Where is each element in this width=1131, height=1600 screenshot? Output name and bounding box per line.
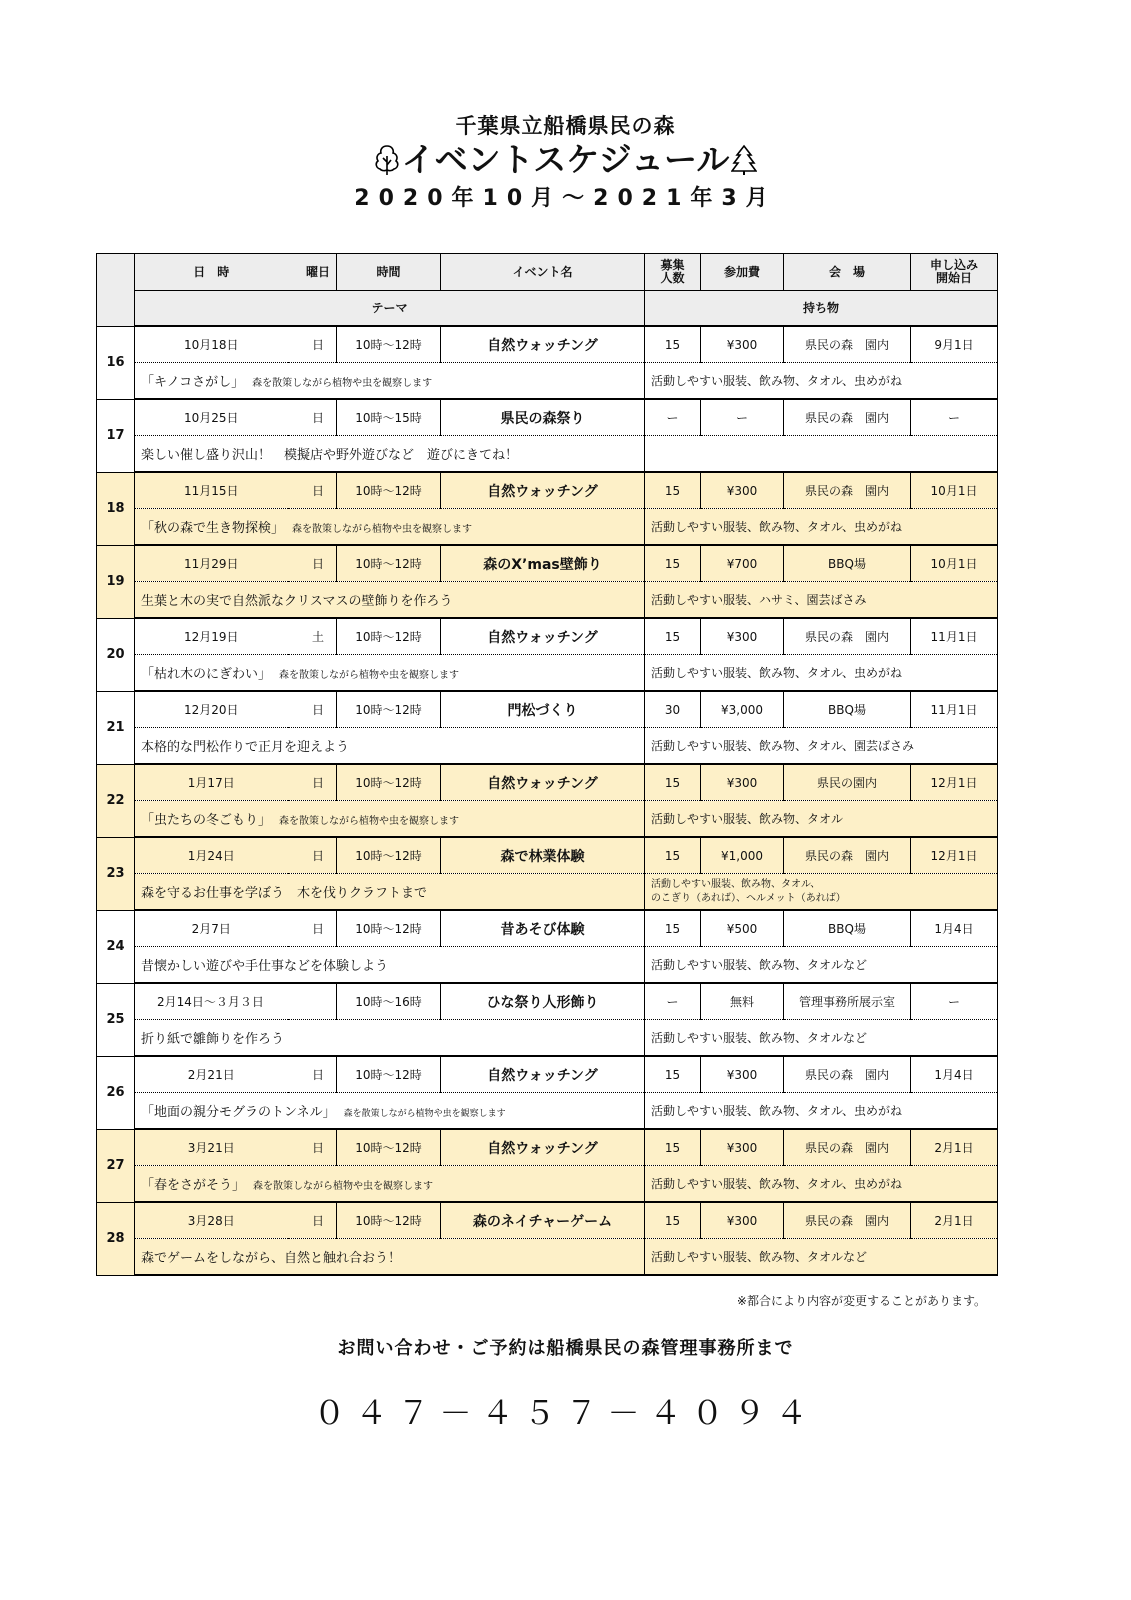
event-items: 活動しやすい服装、飲み物、タオル: [651, 812, 844, 826]
event-items-cell: [645, 1166, 998, 1203]
event-theme-cell: [135, 1166, 645, 1203]
page-header: [0, 112, 1131, 216]
header-apply-line1: 申し込み: [929, 258, 978, 272]
event-number: 28: [97, 1202, 135, 1275]
event-name: 自然ウォッチング: [441, 618, 645, 655]
event-schedule-table: [96, 253, 998, 1276]
header-capacity: 募集人数: [645, 254, 701, 291]
event-fee: ¥300: [701, 1129, 784, 1166]
event-theme-cell: [135, 655, 645, 692]
event-weekday: 日: [288, 399, 337, 436]
event-name: 自然ウォッチング: [441, 764, 645, 801]
event-date: 1月17日: [135, 764, 288, 801]
event-time: 10時～12時: [337, 1202, 441, 1239]
event-time: 10時～12時: [337, 691, 441, 728]
event-capacity: 15: [645, 910, 701, 947]
event-theme: 「地面の親分モグラのトンネル」: [141, 1105, 336, 1120]
event-items: 活動しやすい服装、飲み物、タオル、虫めがね: [651, 374, 903, 388]
event-apply-date: 11月1日: [911, 691, 998, 728]
event-venue: 県民の森 園内: [784, 1202, 911, 1239]
event-theme-cell: [135, 363, 645, 400]
event-fee: ¥500: [701, 910, 784, 947]
event-number: 23: [97, 837, 135, 910]
event-capacity: 15: [645, 326, 701, 363]
event-fee: ¥700: [701, 545, 784, 582]
event-detail-row: [97, 728, 998, 765]
event-number: 20: [97, 618, 135, 691]
event-theme-cell: [135, 728, 645, 765]
event-items-cell: [645, 1239, 998, 1276]
event-items-cell: [645, 801, 998, 838]
event-weekday: 日: [288, 1056, 337, 1093]
event-venue: 県民の森 園内: [784, 399, 911, 436]
event-fee: ¥3,000: [701, 691, 784, 728]
event-weekday: 日: [288, 1202, 337, 1239]
event-name: 森のネイチャーゲーム: [441, 1202, 645, 1239]
event-fee: ¥300: [701, 472, 784, 509]
change-notice: ※都合により内容が変更することがあります。: [736, 1294, 986, 1308]
header-apply-line2: 開始日: [935, 271, 972, 285]
event-capacity: 15: [645, 618, 701, 655]
event-capacity: 15: [645, 1202, 701, 1239]
event-items-cell: [645, 582, 998, 619]
event-venue: 県民の森 園内: [784, 837, 911, 874]
event-number: 18: [97, 472, 135, 545]
event-time: 10時～12時: [337, 837, 441, 874]
event-theme: 昔懐かしい遊びや手仕事などを体験しよう: [141, 959, 389, 974]
event-fee: 無料: [701, 983, 784, 1020]
event-theme: 「キノコさがし」: [141, 375, 245, 390]
event-number: 24: [97, 910, 135, 983]
event-number: 26: [97, 1056, 135, 1129]
event-name: ひな祭り人形飾り: [441, 983, 645, 1020]
event-weekday: 日: [288, 545, 337, 582]
event-fee: ¥1,000: [701, 837, 784, 874]
event-theme-cell: [135, 436, 645, 473]
event-detail-row: [97, 1020, 998, 1057]
event-capacity: ー: [645, 399, 701, 436]
schedule-period: 2020年10月～2021年3月: [354, 186, 777, 211]
event-date: 10月18日: [135, 326, 288, 363]
organization-name: 千葉県立船橋県民の森: [455, 114, 676, 138]
event-venue: 県民の森 園内: [784, 1056, 911, 1093]
event-name: 門松づくり: [441, 691, 645, 728]
event-row: [97, 472, 998, 509]
event-number: 21: [97, 691, 135, 764]
event-date: 2月21日: [135, 1056, 288, 1093]
event-theme-note: 森を散策しながら植物や虫を観察します: [252, 378, 433, 389]
header-apply: [911, 254, 998, 291]
event-items-cell: [645, 874, 998, 911]
event-items-line2: のこぎり（あれば）、ヘルメット（あれば）: [651, 892, 846, 904]
event-row: [97, 691, 998, 728]
event-capacity: 15: [645, 472, 701, 509]
event-weekday: 日: [288, 472, 337, 509]
event-row: [97, 1202, 998, 1239]
event-apply-date: 1月4日: [911, 1056, 998, 1093]
event-name: 自然ウォッチング: [441, 1129, 645, 1166]
event-number: 27: [97, 1129, 135, 1202]
event-weekday: 日: [288, 837, 337, 874]
event-theme: 「虫たちの冬ごもり」: [141, 813, 272, 828]
event-name: 昔あそび体験: [441, 910, 645, 947]
event-items: 活動しやすい服装、飲み物、タオル、虫めがね: [651, 666, 903, 680]
table-header-row: [97, 254, 998, 291]
event-theme-cell: [135, 1093, 645, 1130]
event-row: [97, 399, 998, 436]
event-row: [97, 618, 998, 655]
event-row: [97, 326, 998, 363]
event-row: [97, 983, 998, 1020]
event-fee: ¥300: [701, 326, 784, 363]
event-venue: 県民の森 園内: [784, 1129, 911, 1166]
event-apply-date: 9月1日: [911, 326, 998, 363]
header-items: 持ち物: [645, 291, 998, 327]
event-date: 3月28日: [135, 1202, 288, 1239]
event-time: 10時～15時: [337, 399, 441, 436]
event-detail-row: [97, 655, 998, 692]
event-weekday: 日: [288, 764, 337, 801]
event-theme-cell: [135, 509, 645, 546]
event-theme-cell: [135, 801, 645, 838]
event-date: 2月7日: [135, 910, 288, 947]
tree-icon: [731, 144, 757, 176]
event-theme-note: 森を散策しながら植物や虫を観察します: [253, 1181, 434, 1192]
event-number: 19: [97, 545, 135, 618]
event-name: 自然ウォッチング: [441, 326, 645, 363]
event-items: 活動しやすい服装、ハサミ、園芸ばさみ: [651, 593, 867, 607]
event-name: 県民の森祭り: [441, 399, 645, 436]
event-items-cell: [645, 363, 998, 400]
event-theme: 「枯れ木のにぎわい」: [141, 667, 272, 682]
event-capacity: 15: [645, 837, 701, 874]
event-time: 10時～12時: [337, 618, 441, 655]
event-items-cell: [645, 1093, 998, 1130]
event-theme: 楽しい催し盛り沢山！ 模擬店や野外遊びなど 遊びにきてね！: [141, 448, 519, 463]
event-fee: ¥300: [701, 764, 784, 801]
event-items-cell: [645, 728, 998, 765]
event-weekday: 日: [288, 1129, 337, 1166]
event-items-cell: [645, 655, 998, 692]
event-theme: 「春をさがそう」: [141, 1178, 246, 1193]
event-venue: 県民の森 園内: [784, 472, 911, 509]
event-name: 森で林業体験: [441, 837, 645, 874]
event-capacity: 15: [645, 1056, 701, 1093]
header-theme: テーマ: [135, 291, 645, 327]
event-fee: ¥300: [701, 1202, 784, 1239]
event-items-line1: 活動しやすい服装、飲み物、タオル、: [651, 878, 821, 890]
event-row: [97, 1056, 998, 1093]
event-venue: BBQ場: [784, 545, 911, 582]
event-capacity: ー: [645, 983, 701, 1020]
event-number: 17: [97, 399, 135, 472]
event-apply-date: 12月1日: [911, 764, 998, 801]
event-detail-row: [97, 582, 998, 619]
event-theme-note: 森を散策しながら植物や虫を観察します: [292, 524, 473, 535]
event-items: 活動しやすい服装、飲み物、タオルなど: [651, 958, 868, 972]
event-venue: BBQ場: [784, 910, 911, 947]
event-items-cell: [645, 509, 998, 546]
page-title: イベントスケジュール: [401, 140, 730, 179]
event-date: 12月19日: [135, 618, 288, 655]
event-row: [97, 545, 998, 582]
event-date: 11月15日: [135, 472, 288, 509]
event-weekday: 日: [288, 910, 337, 947]
event-items-cell: [645, 436, 998, 473]
event-name: 森のX’mas壁飾り: [441, 545, 645, 582]
event-time: 10時～12時: [337, 910, 441, 947]
event-weekday: 日: [288, 326, 337, 363]
event-theme-cell: [135, 1020, 645, 1057]
event-apply-date: 2月1日: [911, 1202, 998, 1239]
event-time: 10時～12時: [337, 545, 441, 582]
event-capacity: 15: [645, 764, 701, 801]
event-theme-note: 森を散策しながら植物や虫を観察します: [343, 1109, 506, 1119]
event-number: 22: [97, 764, 135, 837]
event-theme: 森でゲームをしながら、自然と触れ合おう！: [141, 1251, 402, 1266]
header-event: イベント名: [441, 254, 645, 291]
header-date: 日 時: [135, 254, 288, 291]
event-apply-date: 12月1日: [911, 837, 998, 874]
event-items-cell: [645, 947, 998, 984]
header-fee: 参加費: [701, 254, 784, 291]
event-row: [97, 1129, 998, 1166]
event-items: 活動しやすい服装、飲み物、タオルなど: [651, 1250, 868, 1264]
event-name: 自然ウォッチング: [441, 1056, 645, 1093]
event-weekday: 日: [288, 691, 337, 728]
event-date: 11月29日: [135, 545, 288, 582]
event-theme-cell: [135, 582, 645, 619]
event-theme-cell: [135, 874, 645, 911]
event-detail-row: [97, 947, 998, 984]
event-apply-date: 10月1日: [911, 545, 998, 582]
event-apply-date: 11月1日: [911, 618, 998, 655]
event-capacity: 30: [645, 691, 701, 728]
event-number: 25: [97, 983, 135, 1056]
event-detail-row: [97, 874, 998, 911]
table-subheader-row: [97, 291, 998, 327]
event-detail-row: [97, 1093, 998, 1130]
event-detail-row: [97, 436, 998, 473]
event-fee: ¥300: [701, 1056, 784, 1093]
event-time: 10時～12時: [337, 764, 441, 801]
event-venue: 県民の森 園内: [784, 618, 911, 655]
event-venue: BBQ場: [784, 691, 911, 728]
event-theme-cell: [135, 947, 645, 984]
event-items-cell: [645, 1020, 998, 1057]
event-fee: ー: [701, 399, 784, 436]
header-time: 時間: [337, 254, 441, 291]
event-number: 16: [97, 326, 135, 399]
tree-icon: [374, 144, 400, 176]
event-items: [651, 878, 997, 906]
event-venue: 管理事務所展示室: [784, 983, 911, 1020]
event-apply-date: 10月1日: [911, 472, 998, 509]
event-time: 10時～12時: [337, 326, 441, 363]
event-capacity: 15: [645, 545, 701, 582]
event-fee: ¥300: [701, 618, 784, 655]
event-weekday: 土: [288, 618, 337, 655]
event-items: 活動しやすい服装、飲み物、タオル、虫めがね: [651, 1177, 903, 1191]
event-detail-row: [97, 1239, 998, 1276]
event-theme: 折り紙で雛飾りを作ろう: [141, 1032, 285, 1047]
event-items: 活動しやすい服装、飲み物、タオル、虫めがね: [651, 1104, 903, 1118]
event-date: 1月24日: [135, 837, 288, 874]
event-theme-note: 森を散策しながら植物や虫を観察します: [279, 816, 460, 827]
event-venue: 県民の森 園内: [784, 326, 911, 363]
event-time: 10時～12時: [337, 1129, 441, 1166]
event-apply-date: 2月1日: [911, 1129, 998, 1166]
event-time: 10時～12時: [337, 1056, 441, 1093]
event-time: 10時～16時: [337, 983, 441, 1020]
event-theme: 生葉と木の実で自然派なクリスマスの壁飾りを作ろう: [141, 594, 453, 609]
phone-number: ０４７－４５７－４０９４: [313, 1394, 818, 1432]
event-row: [97, 837, 998, 874]
header-venue: 会 場: [784, 254, 911, 291]
event-detail-row: [97, 363, 998, 400]
header-weekday: 曜日: [288, 254, 337, 291]
event-theme-note: 森を散策しながら植物や虫を観察します: [279, 670, 460, 681]
contact-info: お問い合わせ・ご予約は船橋県民の森管理事務所まで: [337, 1338, 794, 1359]
event-theme: 「秋の森で生き物探検」: [141, 521, 285, 536]
event-theme: 森を守るお仕事を学ぼう 木を伐りクラフトまで: [141, 886, 428, 901]
event-date: 2月14日～３月３日: [135, 983, 337, 1020]
event-items: 活動しやすい服装、飲み物、タオルなど: [651, 1031, 868, 1045]
event-date: 3月21日: [135, 1129, 288, 1166]
event-apply-date: 1月4日: [911, 910, 998, 947]
event-row: [97, 910, 998, 947]
page-title-line: [0, 140, 1131, 180]
event-date: 10月25日: [135, 399, 288, 436]
event-theme: 本格的な門松作りで正月を迎えよう: [141, 740, 350, 755]
event-apply-date: ー: [911, 399, 998, 436]
event-detail-row: [97, 1166, 998, 1203]
event-venue: 県民の園内: [784, 764, 911, 801]
event-theme-cell: [135, 1239, 645, 1276]
event-detail-row: [97, 801, 998, 838]
event-date: 12月20日: [135, 691, 288, 728]
header-number-cell: [97, 254, 135, 327]
event-capacity: 15: [645, 1129, 701, 1166]
event-row: [97, 764, 998, 801]
event-items: 活動しやすい服装、飲み物、タオル、園芸ばさみ: [651, 739, 915, 753]
event-time: 10時～12時: [337, 472, 441, 509]
event-detail-row: [97, 509, 998, 546]
event-apply-date: ー: [911, 983, 998, 1020]
event-items: 活動しやすい服装、飲み物、タオル、虫めがね: [651, 520, 903, 534]
event-name: 自然ウォッチング: [441, 472, 645, 509]
